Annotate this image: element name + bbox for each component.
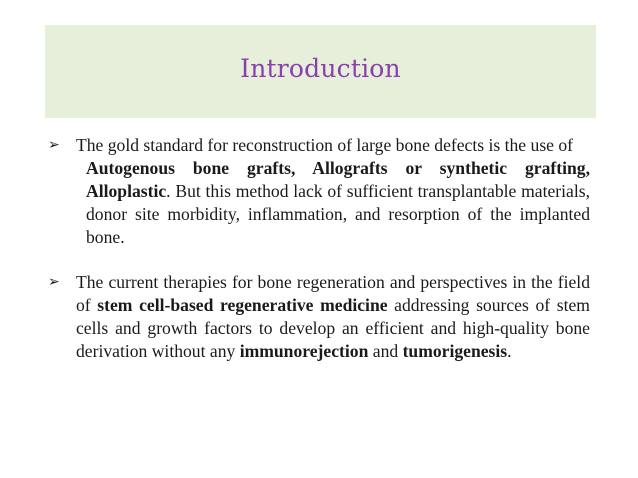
bullet2-bold-3: tumorigenesis: [402, 341, 508, 361]
bullet2-text-3: and: [368, 341, 403, 361]
bullet-item-1: [48, 134, 590, 249]
bullet1-rest: . But this method lack of sufficient transplantable materials, donor site morbidity, inflammation, and resorption of the implanted bone.: [86, 181, 590, 247]
arrow-bullet-icon: ➢: [48, 274, 60, 290]
arrow-bullet-icon: ➢: [48, 137, 60, 153]
title-band: [45, 25, 596, 118]
bullet-item-2: [48, 271, 590, 363]
bullet1-detail: [76, 157, 590, 249]
bullet2-text-4: .: [507, 341, 512, 361]
bullet2-text-1: The current therapies for bone regeneration and perspectives in the field of: [76, 272, 590, 315]
slide-title: Introduction: [240, 54, 401, 83]
slide-content: [48, 134, 590, 363]
bullet2-bold-2: immunorejection: [239, 341, 369, 361]
bullet1-lead: The gold standard for reconstruction of large bone defects is the use of: [76, 135, 574, 155]
bullet2-bold-1: stem cell-based regenerative medicine: [97, 295, 388, 315]
bullet2-text-2: addressing sources of stem cells and growth factors to develop an efficient and high-quality bone derivation without any: [76, 295, 590, 361]
bullet1-bold-terms: Autogenous bone grafts, Allografts or synthetic grafting, Alloplastic: [86, 158, 590, 201]
